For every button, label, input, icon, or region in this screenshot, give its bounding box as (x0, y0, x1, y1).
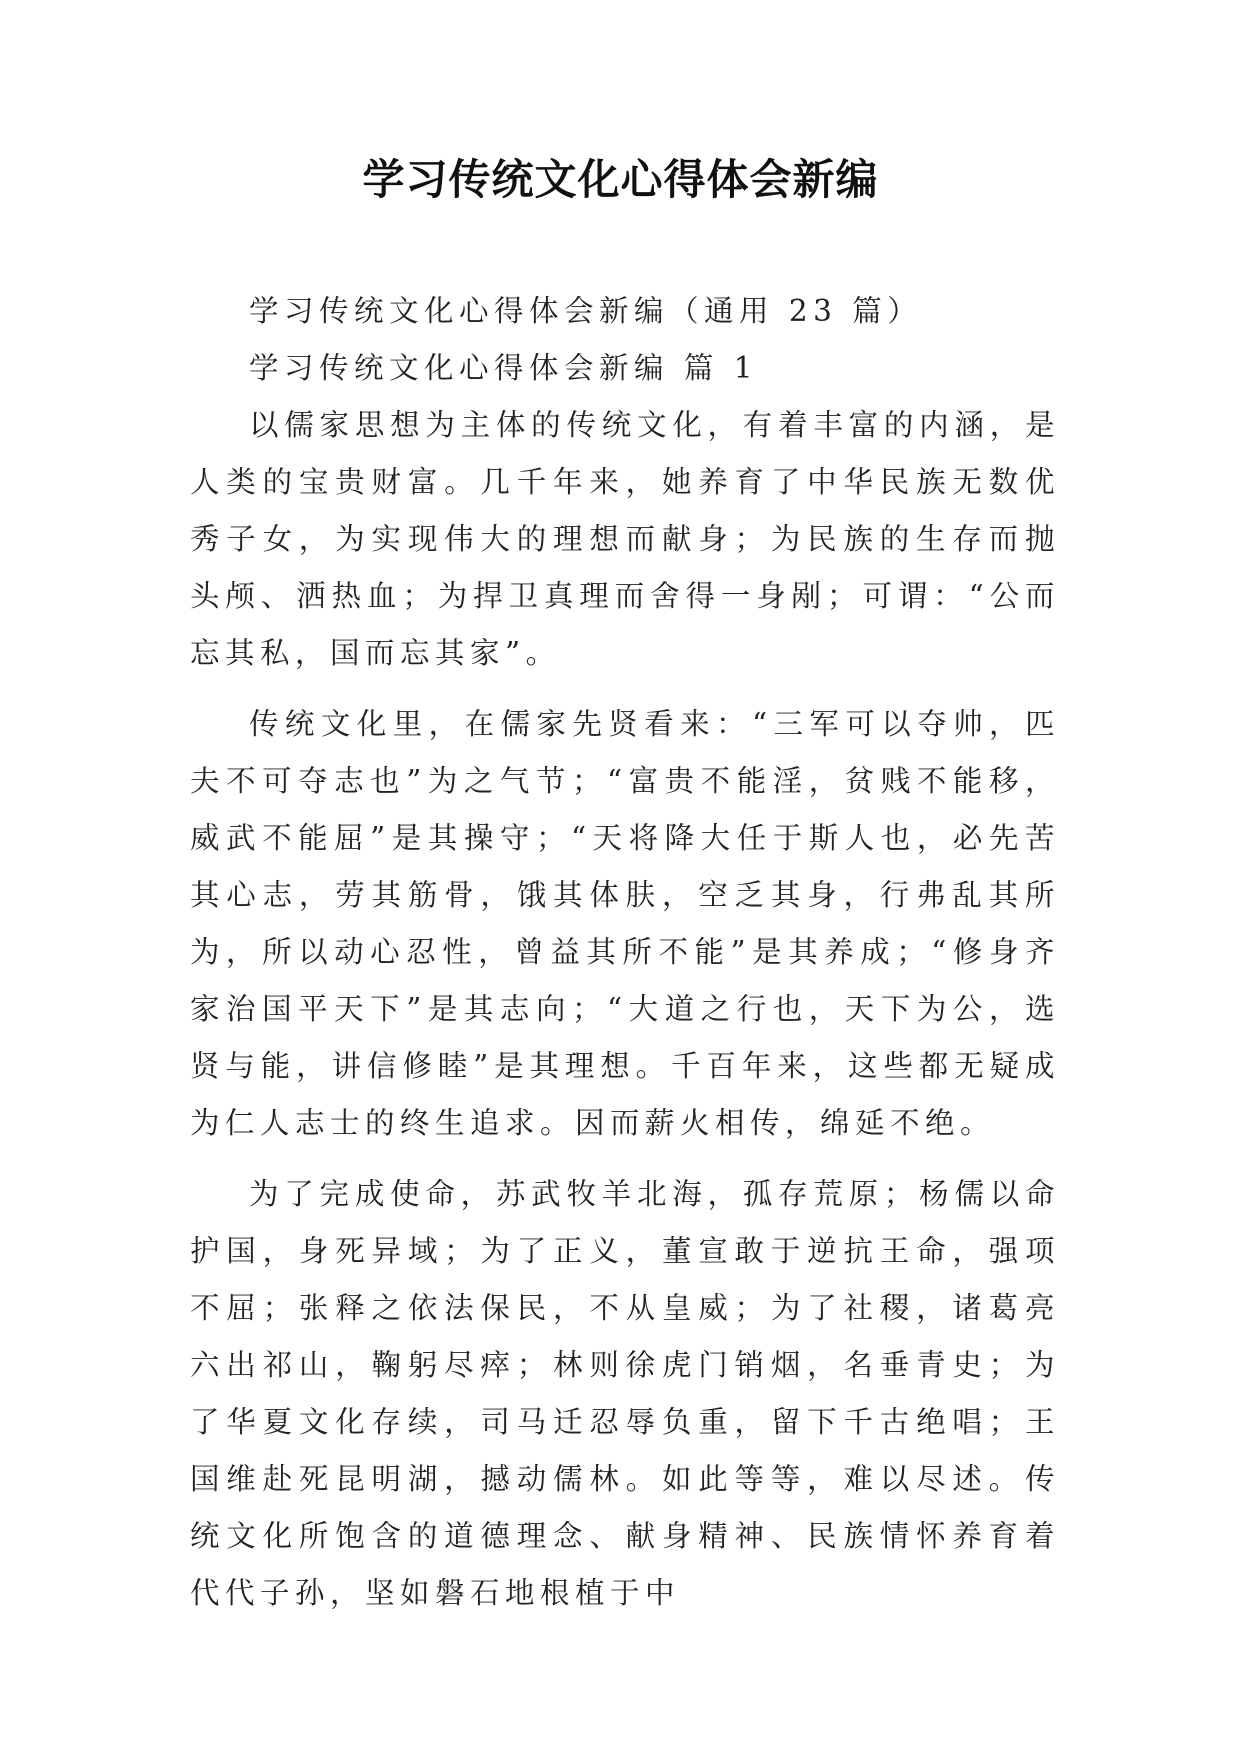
section-heading: 学习传统文化心得体会新编 篇 1 (249, 351, 759, 385)
body-paragraph: 为了完成使命，苏武牧羊北海，孤存荒原；杨儒以命护国，身死异域；为了正义，董宣敢于逆抗王命，强项不屈；张释之依法保民，不从皇威；为了社稷，诸葛亮六出祁山，鞠躬尽瘁；林则徐虎门销烟，名垂青史；为了华夏文化存续，司马迁忍辱负重，留下千古绝唱；王国维赴死昆明湖，撼动儒林。如此等等，难以尽述。传统文化所饱含的道德理念、献身精神、民族情怀养育着代代子孙，坚如磐石地根植于中 (190, 1177, 1060, 1610)
body-paragraph: 传统文化里，在儒家先贤看来：“三军可以夺帅，匹夫不可夺志也”为之气节；“富贵不能淫，贫贱不能移，威武不能屈”是其操守；“天将降大任于斯人也，必先苦其心志，劳其筋骨，饿其体肤，空乏其身，行弗乱其所为，所以动心忍性，曾益其所不能”是其养成；“修身齐家治国平天下”是其志向；“大道之行也，天下为公，选贤与能，讲信修睦”是其理想。千百年来，这些都无疑成为仁人志士的终生追求。因而薪火相传，绵延不绝。 (190, 707, 1060, 1140)
document-title: 学习传统文化心得体会新编 (362, 155, 879, 204)
body-paragraph: 以儒家思想为主体的传统文化，有着丰富的内涵，是人类的宝贵财富。几千年来，她养育了中华民族无数优秀子女，为实现伟大的理想而献身；为民族的生存而抛头颅、洒热血；为捍卫真理而舍得一身剐；可谓：“公而忘其私，国而忘其家”。 (190, 408, 1060, 670)
document-subtitle: 学习传统文化心得体会新编（通用 23 篇） (249, 294, 923, 328)
document-body (190, 283, 1060, 1622)
